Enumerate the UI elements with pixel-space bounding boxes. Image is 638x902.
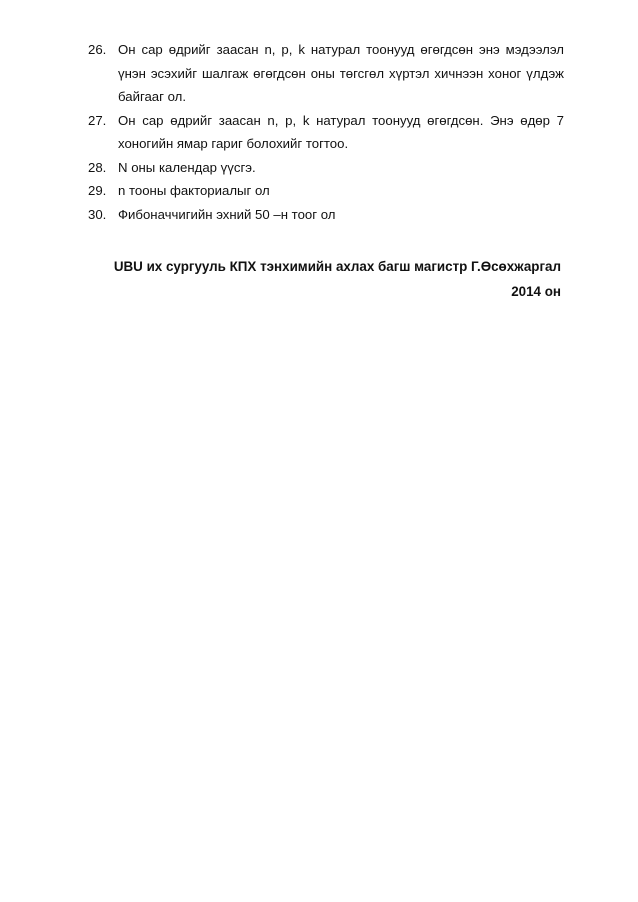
- list-item: [88, 38, 564, 109]
- item-number: 29.: [88, 183, 107, 198]
- exercise-list: [88, 38, 564, 226]
- item-text: Он сар өдрийг заасан n, p, k натурал тоонууд өгөгдсөн энэ мэдээлэл үнэн эсэхийг шалгаж өгөгдсөн оны төгсгөл хүртэл хичнээн хоног үлдэж байгааг ол.: [118, 42, 564, 104]
- item-text: n тооны факториалыг ол: [118, 183, 270, 198]
- item-number: 28.: [88, 159, 107, 175]
- year-line: 2014 он: [511, 284, 561, 299]
- list-item: [88, 203, 564, 227]
- item-number: 26.: [88, 42, 107, 57]
- item-number: 30.: [88, 206, 107, 222]
- item-text: Он сар өдрийг заасан n, p, k натурал тоонууд өгөгдсөн. Энэ өдөр 7 хоногийн ямар гариг болохийг тогтоо.: [118, 112, 564, 151]
- item-number: 27.: [88, 112, 107, 128]
- list-item: [88, 109, 564, 156]
- list-item: [88, 156, 564, 180]
- list-item: [88, 179, 564, 203]
- author-signature-line: UBU их сургууль КПХ тэнхимийн ахлах багш магистр Г.Өсөхжаргал: [113, 259, 561, 274]
- item-text: Фибоначчигийн эхний 50 –н тоог ол: [118, 206, 336, 222]
- item-text: N оны календар үүсгэ.: [118, 159, 256, 175]
